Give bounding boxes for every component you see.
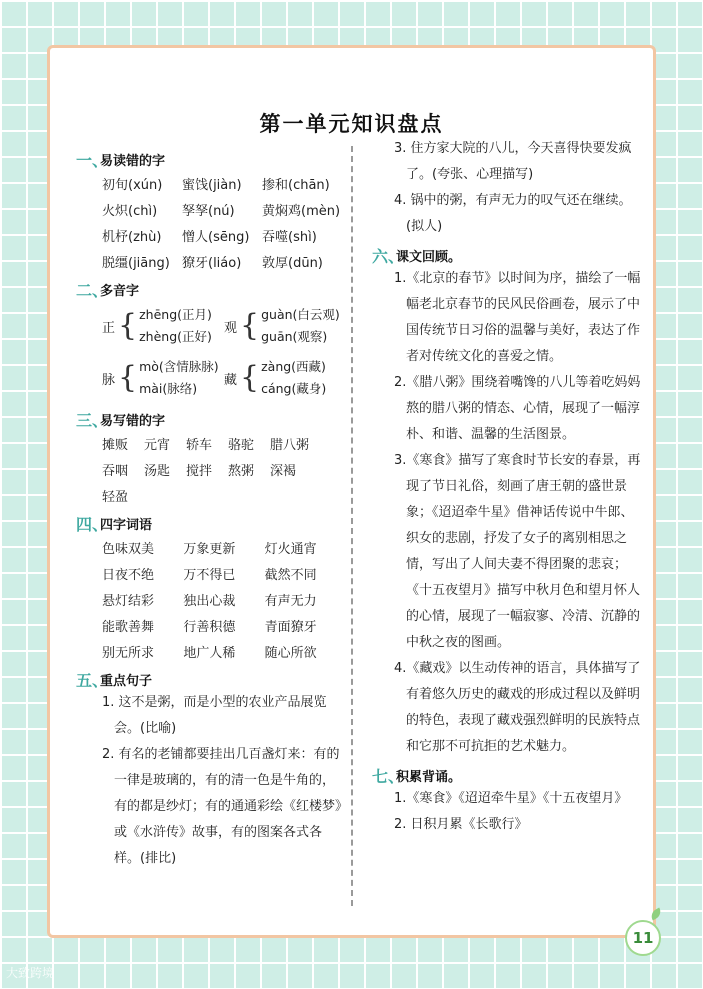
review-item: 4.《藏戏》以生动传神的语言，具体描写了有着悠久历史的藏戏的形成过程以及鲜明的特色，表现了藏戏强烈鲜明的民族特点和它那不可抗拒的艺术魅力。 xyxy=(394,661,641,754)
word-item: 掺和(chān) xyxy=(262,177,330,193)
idiom-item: 能歌善舞 xyxy=(102,619,155,635)
idiom-item: 独出心裁 xyxy=(183,593,236,609)
word-row xyxy=(76,456,346,482)
sentence-item: 2. 有名的老铺都要挂出几百盏灯来：有的一律是玻璃的，有的清一色是牛角的，有的都是纱灯；有的通通彩绘《红楼梦》或《水浒传》故事，有的图案各式各样。(排比) xyxy=(102,747,342,866)
word-item: 獠牙(liáo) xyxy=(182,255,242,271)
idiom-item: 悬灯结彩 xyxy=(102,593,155,609)
reading: guān(观察) xyxy=(261,329,328,344)
word-item: 深褐 xyxy=(270,463,297,479)
polyphone-readings xyxy=(139,304,212,348)
section-7-header xyxy=(372,764,642,786)
section-5-header xyxy=(76,668,346,690)
review-list xyxy=(372,266,642,760)
reading: cáng(藏身) xyxy=(261,381,327,396)
watermark: 大致跨境 xyxy=(6,966,55,980)
page-number: 11 xyxy=(625,920,661,956)
review-item: 2.《腊八粥》围绕着嘴馋的八儿等着吃妈妈熬的腊八粥的情态、心情，展现了一幅淳朴、和谐、温馨的生活图景。 xyxy=(394,375,641,442)
section-title: 易读错的字 xyxy=(100,153,166,169)
section-number: 二、 xyxy=(76,280,109,300)
section-number: 一、 xyxy=(76,150,109,170)
right-column xyxy=(372,136,642,838)
word-item: 憎人(sēng) xyxy=(182,229,250,245)
column-divider xyxy=(351,146,353,906)
reading: zhèng(正好) xyxy=(139,329,212,344)
idiom-item: 别无所求 xyxy=(102,645,155,661)
section-number: 四、 xyxy=(76,514,109,534)
idiom-item: 行善积德 xyxy=(183,619,236,635)
word-item: 汤匙 xyxy=(144,463,171,479)
idiom-item: 灯火通宵 xyxy=(264,541,317,557)
polyphone-char: 正 xyxy=(102,320,116,336)
brace-icon: { xyxy=(240,308,260,343)
review-item: 3.《寒食》描写了寒食时节长安的春景，再现了节日礼俗，刻画了唐王朝的盛世景象；《迢迢牵牛星》借神话传说中牛郎、织女的悲剧，抒发了女子的离别相思之情，写出了人间夫妻不得团聚的悲哀；《十五夜望月》描写中秋月色和望月怀人的心情，展现了一幅寂寥、冷清、沉静的中秋之夜的图画。 xyxy=(394,453,641,650)
word-item: 元宵 xyxy=(144,437,171,453)
word-item: 火炽(chì) xyxy=(102,203,158,219)
section-title: 易写错的字 xyxy=(100,413,166,429)
idiom-item: 万象更新 xyxy=(183,541,236,557)
section-number: 三、 xyxy=(76,410,109,430)
sentence-list xyxy=(76,690,346,872)
word-item: 敦厚(dūn) xyxy=(262,255,323,271)
idiom-item: 色味双美 xyxy=(102,541,155,557)
word-item: 孥孥(nú) xyxy=(182,203,235,219)
idiom-item: 截然不同 xyxy=(264,567,317,583)
idiom-item: 青面獠牙 xyxy=(264,619,317,635)
polyphone-readings xyxy=(261,304,340,348)
section-4-header xyxy=(76,512,346,534)
word-item: 腊八粥 xyxy=(270,437,310,453)
section-6-header xyxy=(372,244,642,266)
reading: mài(脉络) xyxy=(139,381,198,396)
word-item: 骆驼 xyxy=(228,437,255,453)
recite-list xyxy=(372,786,642,838)
word-item: 摊贩 xyxy=(102,437,129,453)
page-title: 第一单元知识盘点 xyxy=(259,112,444,136)
word-item: 蜜饯(jiàn) xyxy=(182,177,242,193)
left-column xyxy=(76,144,346,872)
recite-item: 1.《寒食》《迢迢牵牛星》《十五夜望月》 xyxy=(394,791,628,806)
polyphone-group xyxy=(102,304,224,348)
section-title: 多音字 xyxy=(100,283,140,299)
brace-icon: { xyxy=(118,360,138,395)
word-row xyxy=(76,222,346,248)
polyphone-readings xyxy=(261,356,326,400)
polyphone-char: 脉 xyxy=(102,372,116,388)
polyphone-row xyxy=(76,300,346,352)
reading: guàn(白云观) xyxy=(261,307,340,322)
brace-icon: { xyxy=(240,360,260,395)
polyphone-group xyxy=(102,356,224,400)
idiom-row xyxy=(76,560,346,586)
review-item: 1.《北京的春节》以时间为序，描绘了一幅幅老北京春节的民风民俗画卷，展示了中国传统节日习俗的温馨与美好，表达了作者对传统文化的喜爱之情。 xyxy=(394,271,641,364)
word-item: 搅拌 xyxy=(186,463,213,479)
idiom-row xyxy=(76,534,346,560)
reading: zhēng(正月) xyxy=(139,307,212,322)
word-item: 轿车 xyxy=(186,437,213,453)
word-row xyxy=(76,482,346,508)
reading: mò(含情脉脉) xyxy=(139,359,219,374)
polyphone-group xyxy=(224,304,346,348)
brace-icon: { xyxy=(118,308,138,343)
sentence-item: 3. 住方家大院的八儿，今天喜得快要发疯了。(夸张、心理描写) xyxy=(394,141,632,182)
polyphone-row xyxy=(76,352,346,404)
idiom-item: 有声无力 xyxy=(264,593,317,609)
idiom-item: 随心所欲 xyxy=(264,645,317,661)
polyphone-readings xyxy=(139,356,219,400)
section-number: 六、 xyxy=(372,246,405,266)
word-row xyxy=(76,430,346,456)
recite-item: 2. 日积月累《长歌行》 xyxy=(394,817,528,832)
word-item: 脱缰(jiāng) xyxy=(102,255,170,271)
section-title: 四字词语 xyxy=(100,517,153,533)
idiom-row xyxy=(76,586,346,612)
word-row xyxy=(76,196,346,222)
word-item: 熬粥 xyxy=(228,463,255,479)
sentence-item: 4. 锅中的粥，有声无力的叹气还在继续。(拟人) xyxy=(394,193,632,234)
idiom-item: 日夜不绝 xyxy=(102,567,155,583)
section-title: 重点句子 xyxy=(100,673,153,689)
word-item: 机杼(zhù) xyxy=(102,229,162,245)
word-item: 黄焖鸡(mèn) xyxy=(262,203,341,219)
section-number: 七、 xyxy=(372,766,405,786)
sentence-item: 1. 这不是粥，而是小型的农业产品展览会。(比喻) xyxy=(102,695,327,736)
section-number: 五、 xyxy=(76,670,109,690)
polyphone-char: 藏 xyxy=(224,372,238,388)
word-row xyxy=(76,248,346,274)
word-item: 初旬(xún) xyxy=(102,177,163,193)
section-2-header xyxy=(76,278,346,300)
idiom-row xyxy=(76,612,346,638)
reading: zàng(西藏) xyxy=(261,359,326,374)
word-item: 吞咽 xyxy=(102,463,129,479)
section-1-header xyxy=(76,148,346,170)
worksheet-page xyxy=(47,45,656,938)
word-item: 轻盈 xyxy=(102,489,129,505)
sentence-list-continued xyxy=(372,136,642,240)
idiom-item: 地广人稀 xyxy=(183,645,236,661)
idiom-row xyxy=(76,638,346,664)
idiom-item: 万不得已 xyxy=(183,567,236,583)
word-item: 吞噬(shì) xyxy=(262,229,317,245)
polyphone-char: 观 xyxy=(224,320,238,336)
section-title: 课文回顾。 xyxy=(396,249,462,265)
word-row xyxy=(76,170,346,196)
section-3-header xyxy=(76,408,346,430)
section-title: 积累背诵。 xyxy=(396,769,462,785)
polyphone-group xyxy=(224,356,346,400)
